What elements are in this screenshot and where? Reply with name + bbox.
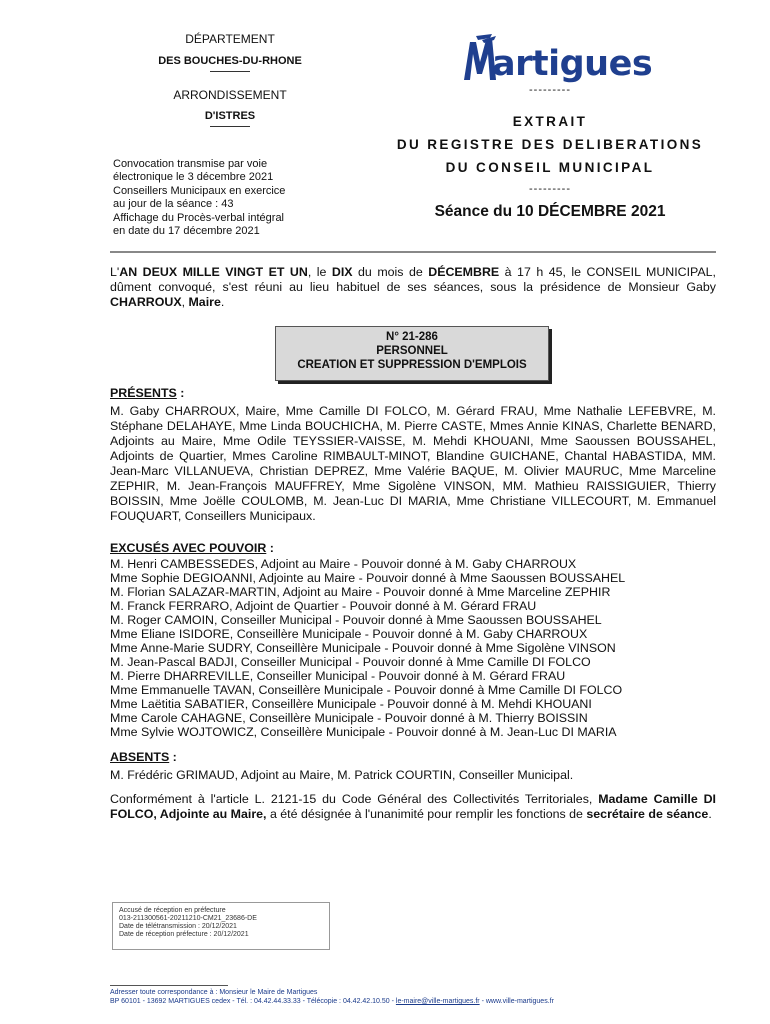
dashes: ---------: [529, 183, 571, 195]
footer: [110, 988, 554, 1006]
prefecture-receipt-stamp: Accusé de réception en préfecture 013-211300561-20211210-CM21_23686-DE Date de télétransmission : 20/12/2021 Date de réception préfecture : 20/12/2021: [112, 902, 330, 950]
list-item: M. Pierre DHARREVILLE, Conseiller Municipal - Pouvoir donné à M. Gérard FRAU: [110, 669, 566, 683]
convocation-info: Convocation transmise par voie électronique le 3 décembre 2021 Conseillers Municipaux en exercice au jour de la séance : 43 Affichage du Procès-verbal intégral en date du 17 décembre 2021: [113, 158, 286, 238]
arrondissement-name: D'ISTRES: [110, 110, 350, 127]
departement-name: DES BOUCHES-DU-RHONE: [110, 55, 350, 72]
divider: [210, 126, 250, 127]
logo-text: artigues: [492, 44, 653, 84]
extrait-title: EXTRAIT: [512, 114, 588, 129]
email-link[interactable]: le-maire@ville-martigues.fr: [395, 998, 480, 1005]
absents-heading: ABSENTS :: [110, 750, 177, 764]
presents-heading: PRÉSENTS :: [110, 386, 185, 400]
footer-address-line: Adresser toute correspondance à : Monsieur le Maire de Martigues: [110, 989, 318, 996]
list-item: M. Jean-Pascal BADJI, Conseiller Municipal - Pouvoir donné à Mme Camille DI FOLCO: [110, 655, 591, 669]
list-item: Mme Sylvie WOJTOWICZ, Conseillère Municipale - Pouvoir donné à M. Jean-Luc DI MARIA: [110, 725, 617, 739]
martigues-logo: [462, 30, 652, 90]
header-rule: [110, 251, 716, 253]
conseil-title: DU CONSEIL MUNICIPAL: [445, 160, 655, 175]
deliberation-subject: PERSONNEL: [376, 345, 448, 357]
list-item: M. Henri CAMBESSEDES, Adjoint au Maire - Pouvoir donné à M. Gaby CHARROUX: [110, 557, 577, 571]
list-item: Mme Emmanuelle TAVAN, Conseillère Municipale - Pouvoir donné à Mme Camille DI FOLCO: [110, 683, 623, 697]
excuses-heading: EXCUSÉS AVEC POUVOIR :: [110, 541, 274, 555]
departement-label: DÉPARTEMENT: [185, 32, 275, 46]
dashes: ---------: [529, 84, 571, 96]
absents-list: M. Frédéric GRIMAUD, Adjoint au Maire, M. Patrick COURTIN, Conseiller Municipal.: [110, 768, 574, 782]
secretary-paragraph: Conformément à l'article L. 2121-15 du Code Général des Collectivités Territoriales, Madame Camille DI FOLCO, Adjointe au Maire, a été désignée à l'unanimité pour remplir les fonctions de secrétaire de séance.: [110, 792, 716, 821]
deliberation-title: CREATION ET SUPPRESSION D'EMPLOIS: [297, 359, 527, 371]
footer-contact-line: BP 60101 - 13692 MARTIGUES cedex - Tél. : 04.42.44.33.33 - Télécopie : 04.42.42.10.50 - le-maire@ville-martigues.fr - www.ville-martigues.fr: [110, 998, 554, 1005]
list-item: Mme Sophie DEGIOANNI, Adjointe au Maire - Pouvoir donné à Mme Saoussen BOUSSAHEL: [110, 571, 626, 585]
presents-list: M. Gaby CHARROUX, Maire, Mme Camille DI FOLCO, M. Gérard FRAU, Mme Nathalie LEFEBVRE, M. Stéphane DELAHAYE, Mme Linda BOUCHICHA, M. Pierre CASTE, Mmes Annie KINAS, Charlette BENARD, Adjoints au Maire, Mme Odile TEYSSIER-VAISSE, M. Mehdi KHOUANI, Mme Saoussen BOUSSAHEL, Adjoints de Quartier, Mmes Caroline RIMBAULT-MINOT, Blandine GUICHANE, Chantal HABASTIDA, MM. Jean-Marc VILLANUEVA, Christian DEPREZ, Mme Valérie BAQUE, M. Olivier MAURUC, Mme Marceline ZEPHIR, M. Jean-François MAUFFREY, Mme Sigolène VINSON, MM. Mathieu RAISSIGUIER, Thierry BOISSIN, Mme Joëlle COULOMB, M. Jean-Luc DI MARIA, Mme Christiane VILLECOURT, M. Emmanuel FOUQUART, Conseillers Municipaux.: [110, 404, 716, 523]
list-item: Mme Eliane ISIDORE, Conseillère Municipale - Pouvoir donné à M. Gaby CHARROUX: [110, 627, 588, 641]
list-item: Mme Laëtitia SABATIER, Conseillère Municipale - Pouvoir donné à M. Mehdi KHOUANI: [110, 697, 592, 711]
list-item: M. Franck FERRARO, Adjoint de Quartier - Pouvoir donné à M. Gérard FRAU: [110, 599, 537, 613]
list-item: M. Roger CAMOIN, Conseiller Municipal - Pouvoir donné à Mme Saoussen BOUSSAHEL: [110, 613, 602, 627]
deliberation-box: [275, 326, 549, 381]
excuses-list: [110, 557, 716, 739]
list-item: M. Florian SALAZAR-MARTIN, Adjoint au Maire - Pouvoir donné à Mme Marceline ZEPHIR: [110, 585, 611, 599]
footer-rule: [110, 985, 228, 986]
divider: [210, 71, 250, 72]
list-item: Mme Anne-Marie SUDRY, Conseillère Municipale - Pouvoir donné à Mme Sigolène VINSON: [110, 641, 616, 655]
deliberation-number: N° 21-286: [386, 331, 438, 343]
list-item: Mme Carole CAHAGNE, Conseillère Municipale - Pouvoir donné à M. Thierry BOISSIN: [110, 711, 588, 725]
registre-title: DU REGISTRE DES DELIBERATIONS: [396, 137, 704, 152]
intro-paragraph: L'AN DEUX MILLE VINGT ET UN, le DIX du mois de DÉCEMBRE à 17 h 45, le CONSEIL MUNICIPAL, dûment convoqué, s'est réuni au lieu habituel de ses séances, sous la présidence de Monsieur Gaby CHARROUX, Maire.: [110, 265, 716, 309]
seance-date: Séance du 10 DÉCEMBRE 2021: [434, 203, 666, 220]
arrondissement-label: ARRONDISSEMENT: [173, 88, 287, 102]
